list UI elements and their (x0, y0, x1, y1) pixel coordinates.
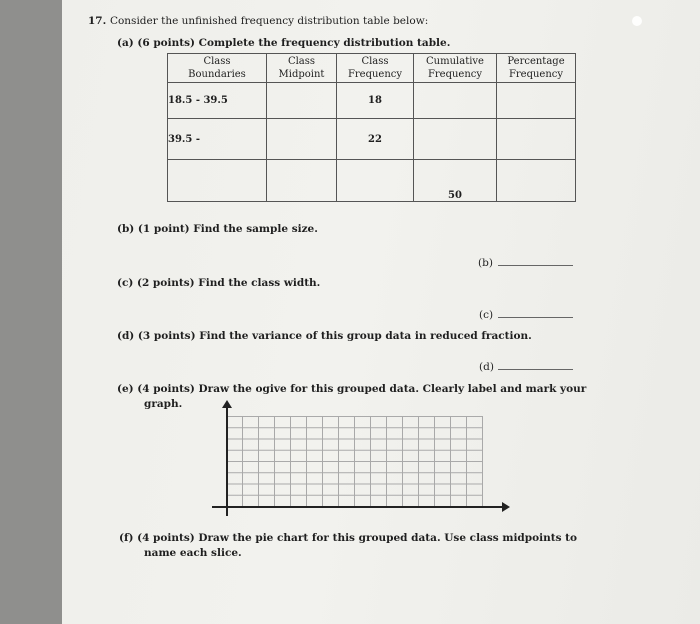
part-e-label: (e) (4 points) Draw the ogive for this grouped data. Clearly label and mark your (117, 383, 587, 395)
table-cell[interactable] (267, 160, 337, 202)
table-header-row (168, 54, 576, 83)
table-cell[interactable] (497, 83, 576, 119)
table-cell[interactable] (414, 119, 497, 160)
table-cell[interactable] (497, 160, 576, 202)
header-cumulative-frequency: Cumulative Frequency (414, 54, 497, 83)
y-axis (226, 406, 228, 516)
part-b-answer-line[interactable] (498, 265, 573, 266)
part-e-label-continued: graph. (144, 398, 183, 410)
table-cell[interactable] (168, 160, 267, 202)
table-cell[interactable]: 18 (337, 83, 414, 119)
part-a-label: (a) (6 points) Complete the frequency distribution table. (117, 37, 451, 49)
table-row (168, 83, 576, 119)
ogive-graph-grid[interactable] (212, 400, 512, 525)
header-class-boundaries: Class Boundaries (168, 54, 267, 83)
part-c-answer-tag: (c) (479, 309, 494, 321)
x-axis-arrow-icon (502, 502, 510, 512)
part-c-label: (c) (2 points) Find the class width. (117, 277, 321, 289)
frequency-table (167, 53, 576, 202)
part-d-answer-line[interactable] (498, 369, 573, 370)
table-cell[interactable]: 18.5 - 39.5 (168, 83, 267, 119)
table-row (168, 160, 576, 202)
table-cell[interactable] (337, 160, 414, 202)
header-class-midpoint: Class Midpoint (267, 54, 337, 83)
question-header (88, 15, 428, 27)
part-f-label: (f) (4 points) Draw the pie chart for this grouped data. Use class midpoints to (119, 532, 578, 544)
table-cell[interactable] (267, 119, 337, 160)
x-axis (212, 506, 504, 508)
part-d-label: (d) (3 points) Find the variance of this group data in reduced fraction. (117, 330, 532, 342)
header-class-frequency: Class Frequency (337, 54, 414, 83)
table-cell[interactable] (414, 83, 497, 119)
question-number: 17. (88, 15, 107, 27)
part-b-answer-tag: (b) (478, 257, 493, 269)
table-cell[interactable]: 39.5 - (168, 119, 267, 160)
table-cell[interactable]: 22 (337, 119, 414, 160)
light-reflection (632, 16, 642, 26)
part-b-label: (b) (1 point) Find the sample size. (117, 223, 318, 235)
table-row (168, 119, 576, 160)
part-f-label-continued: name each slice. (144, 547, 242, 559)
header-percentage-frequency: Percentage Frequency (497, 54, 576, 83)
table-cell[interactable] (267, 83, 337, 119)
question-prompt: Consider the unfinished frequency distribution table below: (109, 15, 429, 27)
part-c-answer-line[interactable] (498, 317, 573, 318)
y-axis-arrow-icon (222, 400, 232, 408)
graph-grid-lines (226, 416, 483, 507)
table-cell[interactable]: 50 (414, 160, 497, 202)
part-d-answer-tag: (d) (479, 361, 494, 373)
table-cell[interactable] (497, 119, 576, 160)
